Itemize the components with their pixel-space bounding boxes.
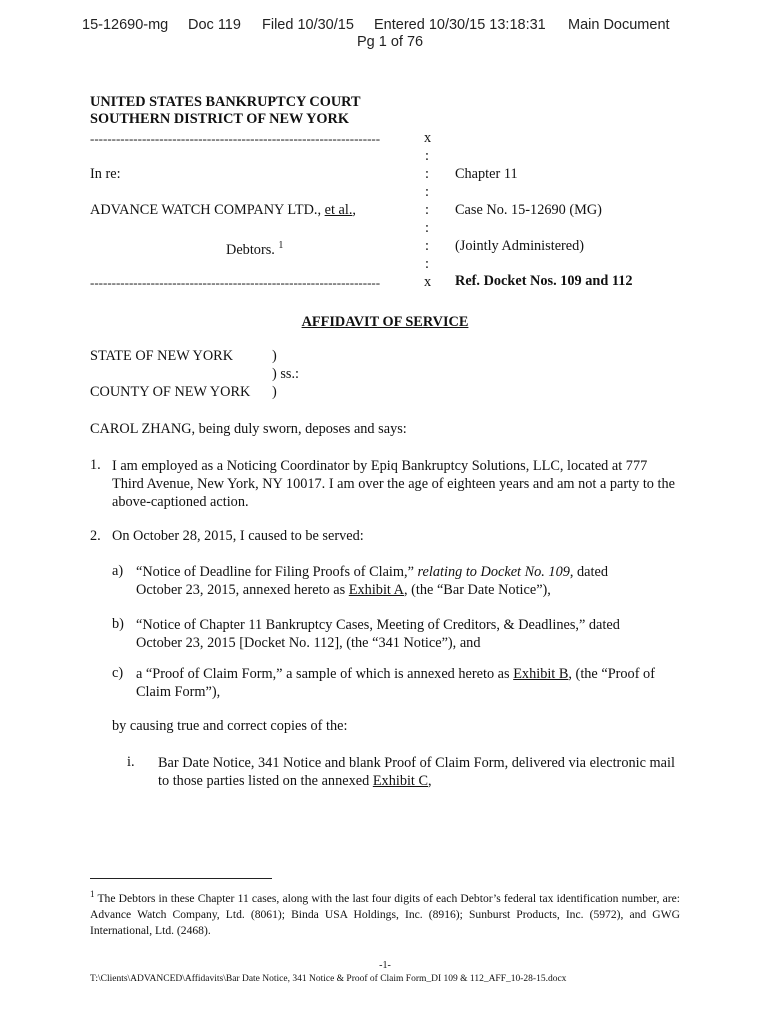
stamp-entered: Entered 10/30/15 13:18:31 (374, 17, 546, 33)
exhibit-a-ref: Exhibit A (348, 582, 405, 598)
affiant-intro: CAROL ZHANG, being duly sworn, deposes and says: (90, 421, 407, 437)
caption-bottom-x: x (424, 274, 432, 290)
document-title: AFFIDAVIT OF SERVICE (301, 314, 469, 330)
venue-state: STATE OF NEW YORK (90, 348, 234, 364)
item-i-comma: , (428, 773, 432, 789)
footnote-text: The Debtors in these Chapter 11 cases, along with the last four digits of each Debtor’s federal tax identification number, are: Advance Watch Company, Ltd. (8061); Binda USA Holdings, Inc. (8916); Sunburst Products, Inc. (5972), and GWG International, Ltd. (2468). (90, 891, 680, 937)
caption-colon: : (425, 238, 429, 254)
caption-top-rule: ------------------------------------------------------------------- (90, 131, 381, 146)
venue-paren: ) (272, 348, 277, 364)
stamp-filed: Filed 10/30/15 (262, 17, 354, 33)
stamp-doc: Doc 119 (188, 17, 241, 33)
footnote-number: 1 (90, 889, 95, 899)
stamp-page: Pg 1 of 76 (357, 34, 424, 50)
caption-colon: : (425, 256, 429, 272)
caption-colon: : (425, 202, 429, 218)
venue-paren: ) (272, 384, 277, 400)
venue-ss: ) ss.: (272, 366, 300, 382)
item-i-label: i. (127, 754, 135, 770)
item-a-defined-term: , (the “Bar Date Notice”), (404, 582, 551, 598)
page-number: -1- (379, 960, 391, 971)
para-2-text: On October 28, 2015, I caused to be served: (112, 528, 364, 544)
caption-top-x: x (424, 130, 432, 146)
footnote (90, 886, 680, 939)
debtor-name-text: ADVANCE WATCH COMPANY LTD., (90, 202, 322, 218)
caption-colon: : (425, 148, 429, 164)
para-1-text: I am employed as a Noticing Coordinator by Epiq Bankruptcy Solutions, LLC, located at 777 Third Avenue, New York, NY 10017. I am over the age of eighteen years and am not a party to the above-captioned action. (112, 458, 675, 510)
debtors-label (226, 240, 283, 259)
court-district: SOUTHERN DISTRICT OF NEW YORK (90, 111, 349, 127)
item-a-notice-title: “Notice of Deadline for Filing Proofs of Claim,” (136, 564, 414, 580)
item-c-body: a “Proof of Claim Form,” a sample of which is annexed hereto as (136, 666, 510, 682)
chapter: Chapter 11 (455, 166, 518, 182)
debtor-name (90, 202, 356, 219)
file-path: T:\Clients\ADVANCED\Affidavits\Bar Date Notice, 341 Notice & Proof of Claim Form_DI 109 & 112_AFF_10-28-15.docx (90, 974, 567, 984)
caption-colon: : (425, 166, 429, 182)
footnote-rule (90, 878, 272, 879)
item-i-text (158, 754, 686, 790)
by-causing: by causing true and correct copies of the: (112, 718, 348, 734)
exhibit-b-ref: Exhibit B (513, 666, 569, 682)
para-1-number: 1. (90, 457, 101, 473)
stamp-case-no: 15-12690-mg (82, 17, 169, 33)
debtors-text: Debtors. (226, 241, 275, 258)
venue-county: COUNTY OF NEW YORK (90, 384, 251, 400)
court-name: UNITED STATES BANKRUPTCY COURT (90, 94, 361, 110)
item-a-label: a) (112, 563, 124, 579)
item-b-label: b) (112, 616, 124, 632)
ref-docket: Ref. Docket Nos. 109 and 112 (455, 273, 633, 289)
item-a-docket-ref: relating to Docket No. 109 (417, 564, 570, 580)
case-number: Case No. 15-12690 (MG) (455, 202, 602, 218)
debtor-comma: , (352, 202, 356, 218)
caption-bottom-rule: ------------------------------------------------------------------- (90, 275, 381, 290)
stamp-label: Main Document (568, 17, 670, 33)
caption-colon: : (425, 184, 429, 200)
footnote-ref: 1 (278, 240, 284, 251)
item-c-defined-term: , (the “Proof of Claim Form”), (136, 666, 655, 700)
item-a-text (136, 563, 651, 599)
item-c-text (136, 665, 674, 701)
et-al: et al. (324, 202, 353, 218)
item-i-body: Bar Date Notice, 341 Notice and blank Proof of Claim Form, delivered via electronic mail to those parties listed on the annexed (158, 755, 675, 789)
item-b-text: “Notice of Chapter 11 Bankruptcy Cases, Meeting of Creditors, & Deadlines,” dated October 23, 2015 [Docket No. 112], (the “341 Notice”), and (136, 617, 620, 651)
item-a-dated: , dated October 23, 2015, annexed hereto as (136, 564, 608, 598)
caption-colon: : (425, 220, 429, 236)
item-c-label: c) (112, 665, 124, 681)
para-2-number: 2. (90, 528, 101, 544)
exhibit-c-ref: Exhibit C (372, 773, 429, 789)
jointly-administered: (Jointly Administered) (455, 238, 585, 254)
in-re: In re: (90, 166, 121, 182)
